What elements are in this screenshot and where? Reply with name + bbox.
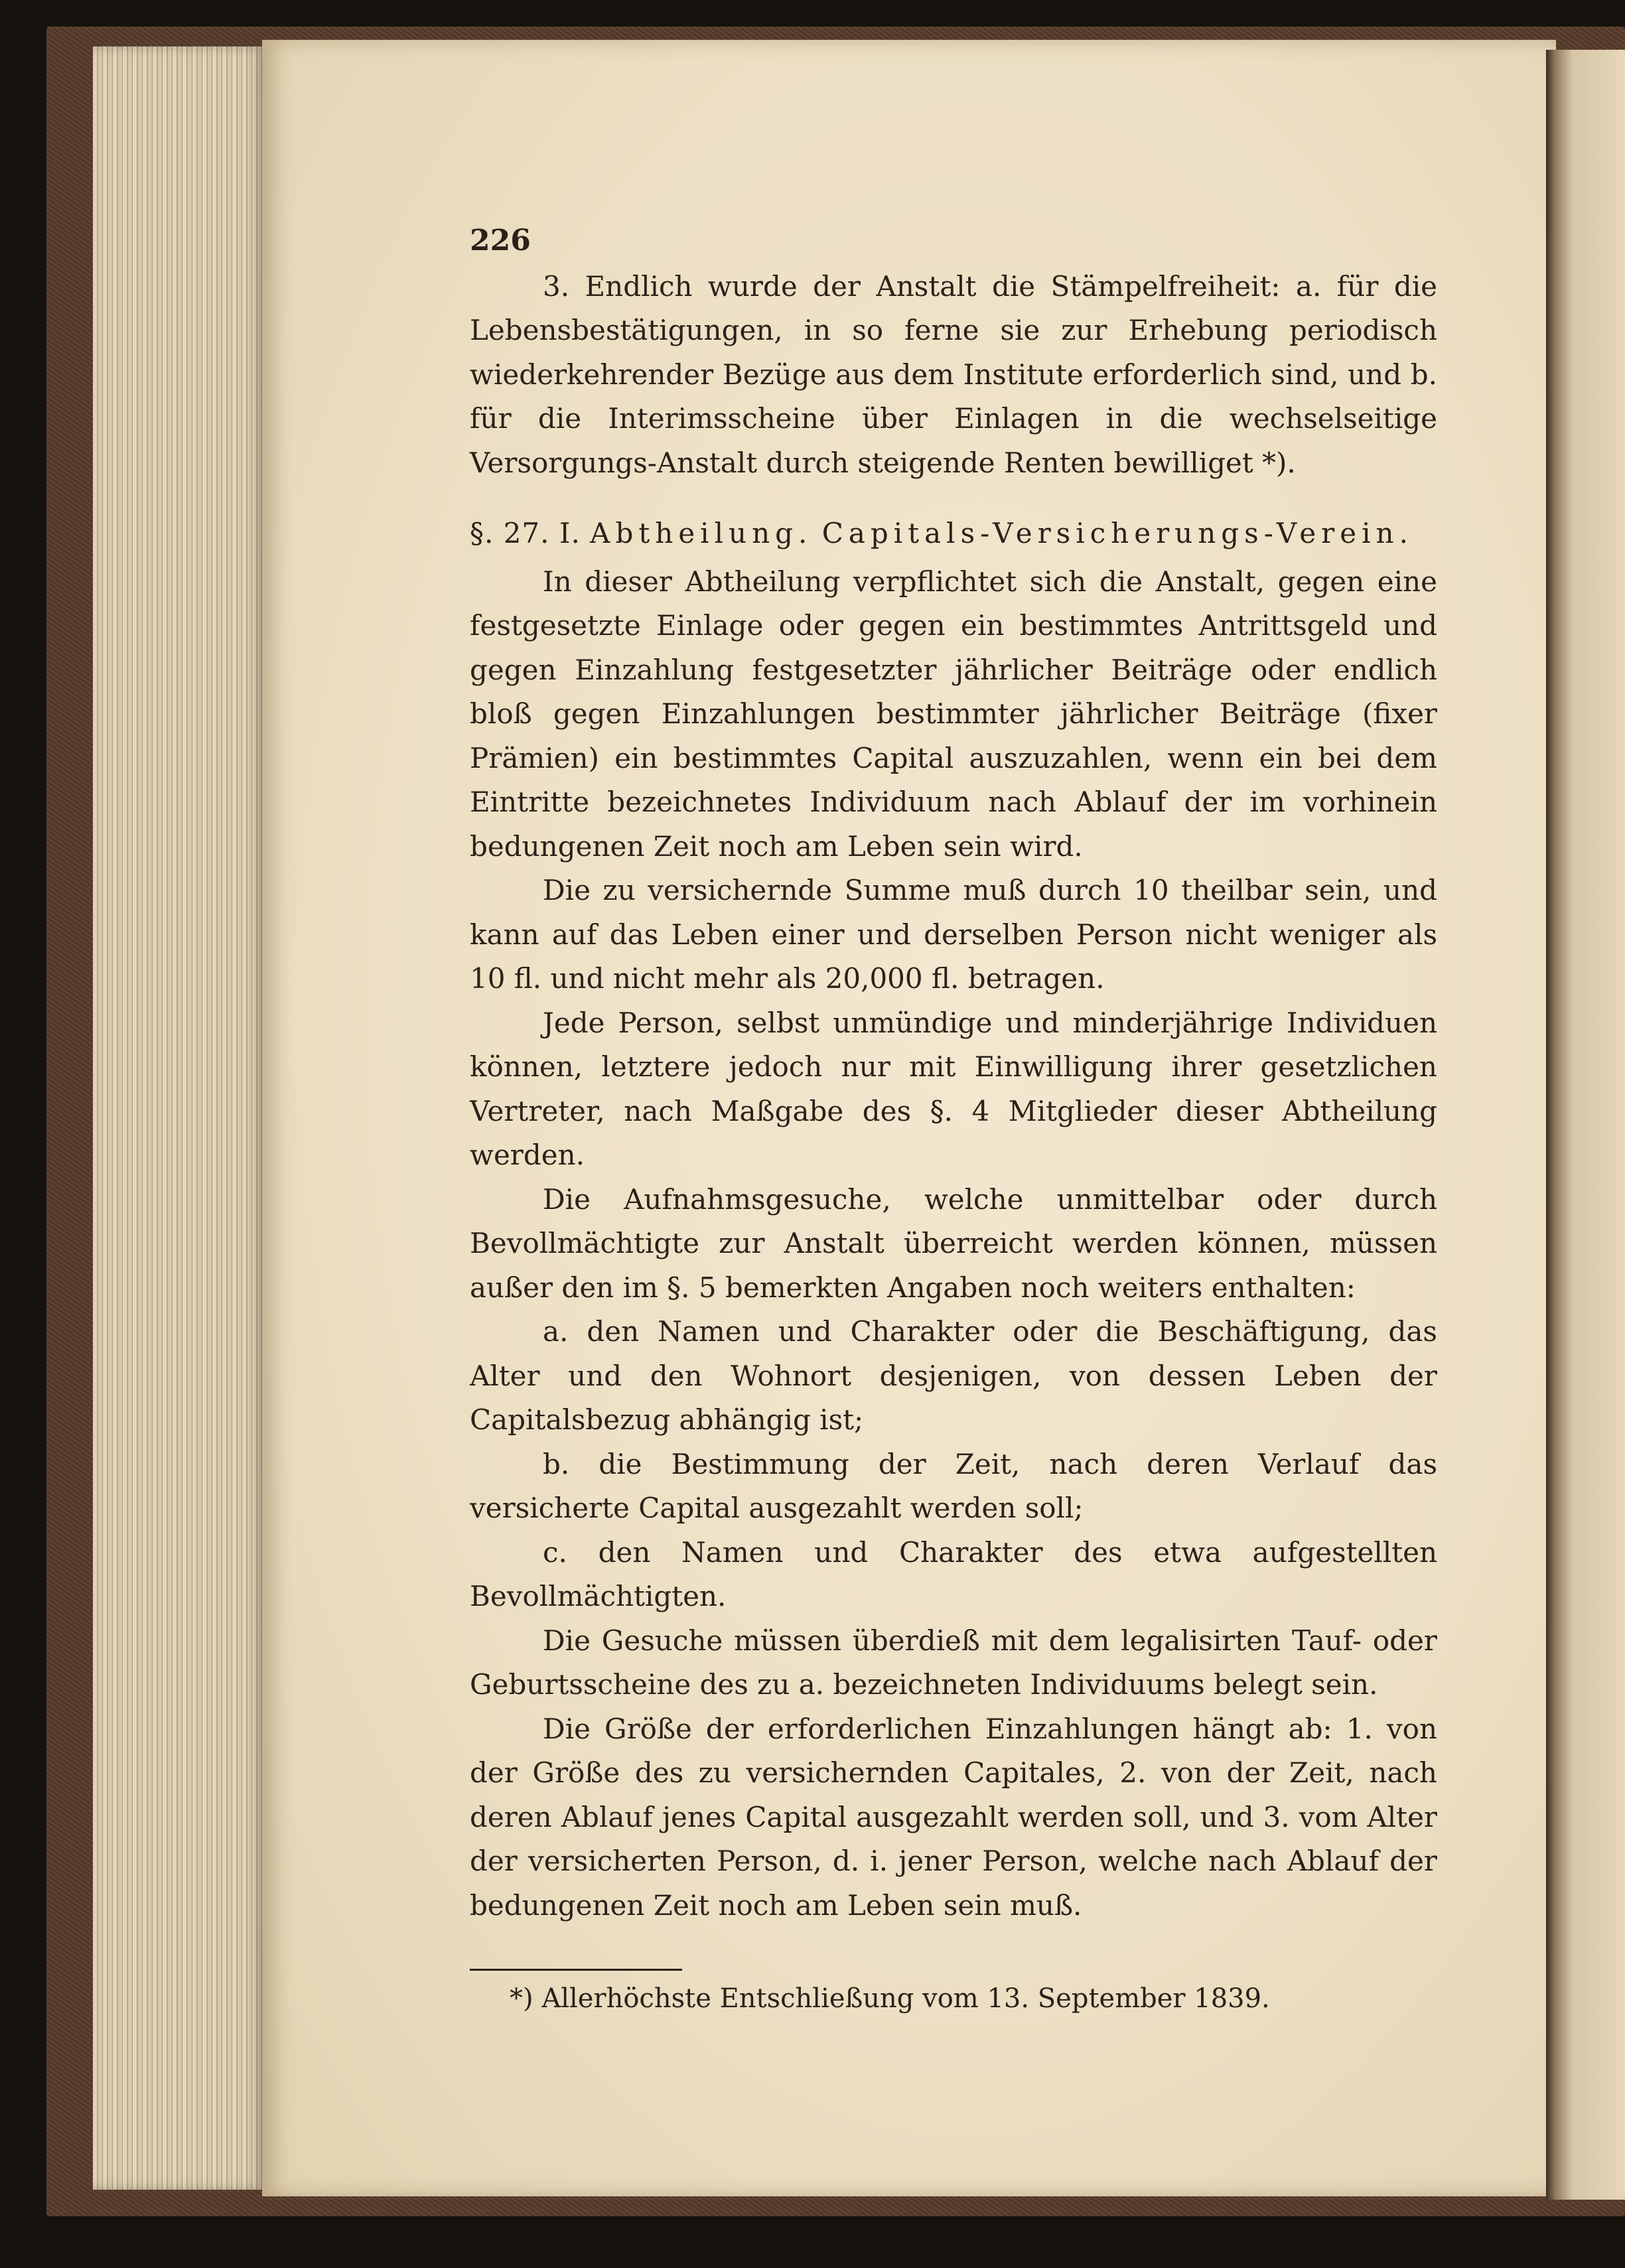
paragraph: Die Gesuche müssen überdieß mit dem legalisirten Tauf- oder Geburtsscheine des zu a. bezeichneten Individuums belegt sein. bbox=[470, 1624, 1437, 1701]
list-item: b. die Bestimmung der Zeit, nach deren Verlauf das versicherte Capital ausgezahlt werden soll; bbox=[470, 1447, 1437, 1524]
section-title: Capitals-Versicherungs-Verein. bbox=[821, 517, 1413, 549]
page-content bbox=[470, 219, 1437, 2019]
paragraph: Die zu versichernde Summe muß durch 10 theilbar sein, und kann auf das Leben einer und derselben Person nicht weniger als 10 fl. und nicht mehr als 20,000 fl. betragen. bbox=[470, 874, 1437, 995]
paragraph: Jede Person, selbst unmündige und minderjährige Individuen können, letztere jedoch nur mit Einwilligung ihrer gesetzlichen Vertreter, nach Maßgabe des §. 4 Mitglieder dieser Abtheilung werden. bbox=[470, 1006, 1437, 1171]
paragraph-3: 3. Endlich wurde der Anstalt die Stämpelfreiheit: a. für die Lebensbestätigungen, in so ferne sie zur Erhebung periodisch wiederkehrender Bezüge aus dem Institute erforderlich sind, und b. für die Interimsscheine über Einlagen in die wechselseitige Versorgungs-Anstalt durch steigende Renten bewilliget *). bbox=[470, 269, 1437, 479]
paragraph: In dieser Abtheilung verpflichtet sich die Anstalt, gegen eine festgesetzte Einlage oder gegen ein bestimmtes Antrittsgeld und gegen Einzahlung festgesetzter jährlicher Beiträge oder endlich bloß gegen Einzahlungen bestimmter jährlicher Beiträge (fixer Prämien) ein bestimmtes Capital auszuzahlen, wenn ein bei dem Eintritte bezeichnetes Individuum nach Ablauf der im vorhinein bedungenen Zeit noch am Leben sein wird. bbox=[470, 565, 1437, 863]
page-number: 226 bbox=[470, 224, 531, 257]
page-edges bbox=[93, 46, 265, 2190]
facing-page-gutter bbox=[1546, 50, 1625, 2200]
section-heading bbox=[470, 512, 1437, 556]
section-division-name: Abtheilung. bbox=[590, 517, 813, 549]
footnote: *) Allerhöchste Entschließung vom 13. September 1839. bbox=[510, 1983, 1270, 2014]
footnote-divider bbox=[470, 1969, 682, 1971]
section-division: I. bbox=[559, 517, 581, 549]
paragraph: Die Aufnahmsgesuche, welche unmittelbar oder durch Bevollmächtigte zur Anstalt überreicht werden können, müssen außer den im §. 5 bemerkten Angaben noch weiters enthalten: bbox=[470, 1182, 1437, 1304]
list-item: c. den Namen und Charakter des etwa aufgestellten Bevollmächtigten. bbox=[470, 1535, 1437, 1612]
list-item: a. den Namen und Charakter oder die Beschäftigung, das Alter und den Wohnort desjenigen, von dessen Leben der Capitalsbezug abhängig ist; bbox=[470, 1315, 1437, 1436]
section-number: §. 27. bbox=[470, 517, 550, 549]
paragraph: Die Größe der erforderlichen Einzahlungen hängt ab: 1. von der Größe des zu versichernden Capitales, 2. von der Zeit, nach deren Ablauf jenes Capital ausgezahlt werden soll, und 3. vom Alter der versicherten Person, d. i. jener Person, welche nach Ablauf der bedungenen Zeit noch am Leben sein muß. bbox=[470, 1712, 1437, 1922]
